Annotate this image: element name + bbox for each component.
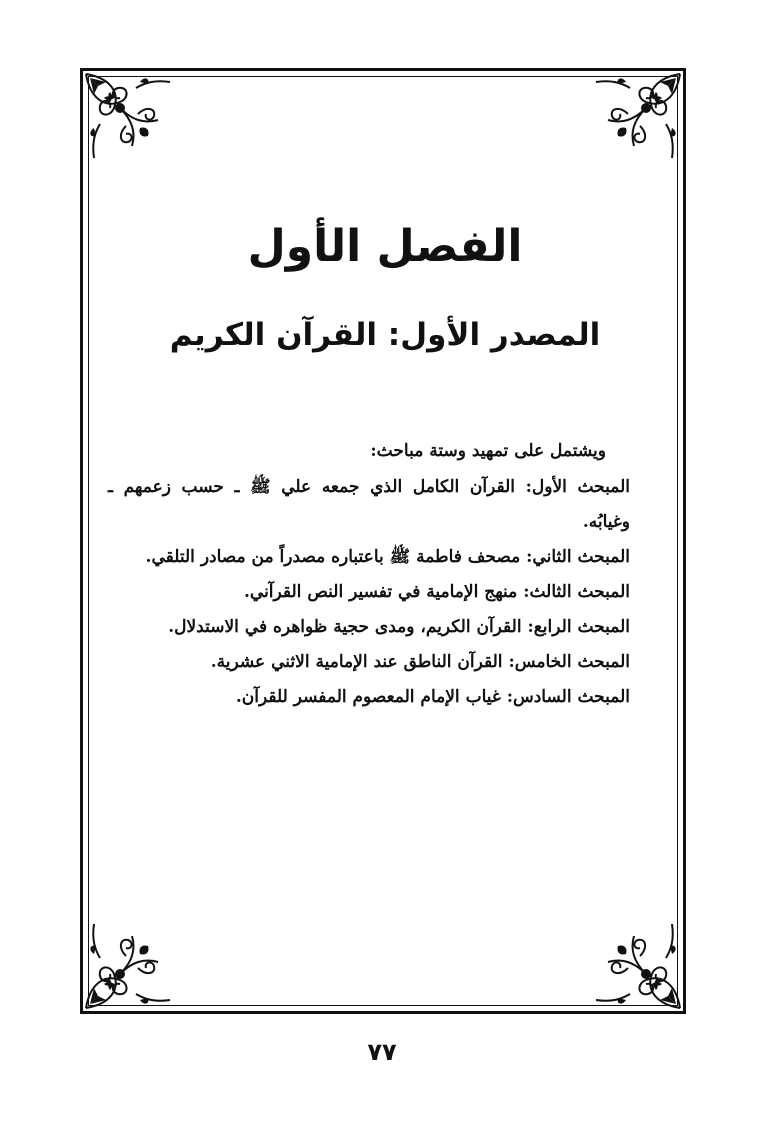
- topics-list: [108, 470, 630, 715]
- floral-corner-ornament-icon: [590, 918, 686, 1014]
- topic-text: القرآن الكامل الذي جمعه علي ﷺ ـ حسب زعمهم ـ وغيابُه.: [108, 477, 630, 532]
- topic-label: المبحث الرابع:: [527, 617, 630, 637]
- floral-corner-ornament-icon: [590, 68, 686, 164]
- topic-label: المبحث الأول:: [525, 477, 631, 497]
- topic-item: [108, 610, 630, 645]
- floral-corner-ornament-icon: [80, 68, 176, 164]
- topic-label: المبحث الثالث:: [523, 582, 630, 602]
- topic-text: مصحف فاطمة ﷺ باعتباره مصدراً من مصادر التلقي.: [145, 547, 521, 567]
- topic-text: منهج الإمامية في تفسير النص القرآني.: [243, 582, 518, 602]
- source-title: المصدر الأول: القرآن الكريم: [169, 317, 601, 353]
- topic-text: غياب الإمام المعصوم المفسر للقرآن.: [235, 687, 501, 707]
- topic-item: [108, 645, 630, 680]
- chapter-title: الفصل الأول: [247, 221, 523, 272]
- topic-text: القرآن الكريم، ومدى حجية ظواهره في الاستدلال.: [168, 617, 522, 637]
- topic-label: المبحث الخامس:: [508, 652, 630, 672]
- intro-line: ويشتمل على تمهيد وستة مباحث:: [370, 441, 606, 461]
- floral-corner-ornament-icon: [80, 918, 176, 1014]
- topic-item: [108, 470, 630, 540]
- topic-label: المبحث السادس:: [506, 687, 630, 707]
- topic-item: [108, 540, 630, 575]
- page-number: ٧٧: [367, 1038, 397, 1066]
- topic-text: القرآن الناطق عند الإمامية الاثني عشرية.: [210, 652, 503, 672]
- topic-item: [108, 575, 630, 610]
- topic-item: [108, 680, 630, 715]
- topic-label: المبحث الثاني:: [526, 547, 630, 567]
